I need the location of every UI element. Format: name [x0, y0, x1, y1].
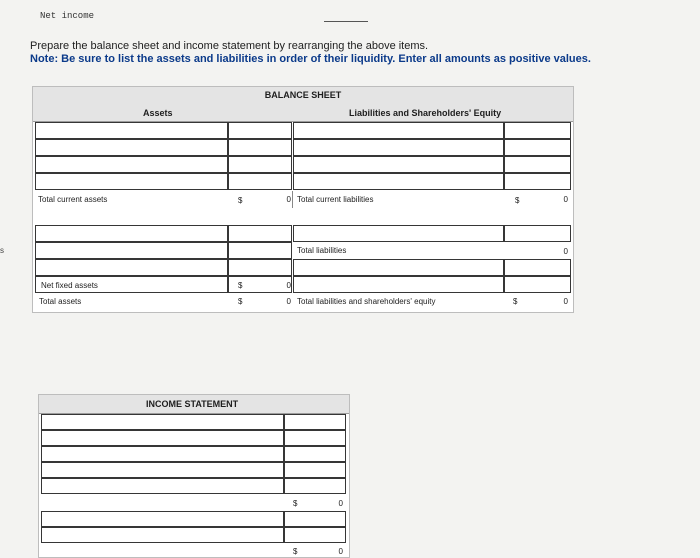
- assets-header: Assets: [143, 108, 173, 118]
- long-term-liability-name-input[interactable]: [293, 225, 504, 242]
- total-current-liabilities-value: 0: [563, 195, 568, 204]
- net-fixed-assets-value: 0: [279, 281, 291, 290]
- net-income-label: Net income: [40, 11, 95, 21]
- asset-amount-input-4[interactable]: [228, 173, 292, 190]
- fixed-asset-amount-input-1[interactable]: [228, 225, 292, 242]
- total-assets-currency: $: [238, 297, 243, 306]
- liability-name-input-4[interactable]: [293, 173, 504, 190]
- total-current-liabilities-currency: $: [515, 196, 520, 205]
- total-liabilities-equity-value: 0: [563, 297, 568, 306]
- equity-name-input-1[interactable]: [293, 259, 504, 276]
- fixed-asset-amount-input-2[interactable]: [228, 242, 292, 259]
- total-liabilities-value: 0: [563, 247, 568, 256]
- income-item-name-input-6[interactable]: [41, 511, 284, 527]
- income-item-amount-input-5[interactable]: [284, 478, 346, 494]
- asset-amount-input-1[interactable]: [228, 122, 292, 139]
- instructions: [30, 40, 680, 66]
- asset-amount-input-3[interactable]: [228, 156, 292, 173]
- net-income-line: [324, 21, 368, 22]
- instruction-text: Prepare the balance sheet and income statement by rearranging the above items.: [30, 40, 429, 52]
- liabilities-equity-header: Liabilities and Shareholders' Equity: [349, 108, 502, 118]
- equity-name-input-2[interactable]: [293, 276, 504, 293]
- total-assets-value: 0: [286, 297, 291, 306]
- income-item-name-input-1[interactable]: [41, 414, 284, 430]
- total-assets-label: Total assets: [39, 297, 82, 306]
- asset-name-input-1[interactable]: [35, 122, 228, 139]
- asset-name-input-3[interactable]: [35, 156, 228, 173]
- income-item-amount-input-1[interactable]: [284, 414, 346, 430]
- net-fixed-assets-currency: $: [238, 281, 243, 290]
- liability-amount-input-2[interactable]: [504, 139, 571, 156]
- fixed-asset-name-input-2[interactable]: [35, 242, 228, 259]
- total-row-divider: [292, 191, 293, 208]
- asset-amount-input-2[interactable]: [228, 139, 292, 156]
- income-item-name-input-2[interactable]: [41, 430, 284, 446]
- income-item-amount-input-7[interactable]: [284, 527, 346, 543]
- income-item-amount-input-2[interactable]: [284, 430, 346, 446]
- income-item-name-input-3[interactable]: [41, 446, 284, 462]
- total-current-assets-currency: $: [238, 196, 243, 205]
- income-item-name-input-4[interactable]: [41, 462, 284, 478]
- side-mark: s: [0, 246, 4, 255]
- balance-sheet-header: [33, 87, 573, 122]
- income-item-amount-input-3[interactable]: [284, 446, 346, 462]
- instruction-note: Note: Be sure to list the assets and liabilities in order of their liquidity. Enter all amounts as positive values.: [30, 53, 591, 65]
- total-liabilities-equity-label: Total liabilities and shareholders' equity: [297, 297, 436, 306]
- total-liabilities-equity-currency: $: [513, 297, 518, 306]
- liability-name-input-2[interactable]: [293, 139, 504, 156]
- liability-name-input-1[interactable]: [293, 122, 504, 139]
- income-statement: [38, 394, 350, 558]
- asset-name-input-2[interactable]: [35, 139, 228, 156]
- income-subtotal-value: 0: [338, 499, 343, 508]
- income-item-amount-input-4[interactable]: [284, 462, 346, 478]
- fixed-asset-name-input-3[interactable]: [35, 259, 228, 276]
- balance-sheet-title: BALANCE SHEET: [264, 90, 342, 100]
- balance-sheet: [32, 86, 574, 313]
- long-term-liability-amount-input[interactable]: [504, 225, 571, 242]
- income-bottom-currency: $: [293, 547, 298, 556]
- income-statement-title: INCOME STATEMENT: [146, 399, 239, 409]
- income-subtotal-currency: $: [293, 499, 298, 508]
- equity-amount-input-1[interactable]: [504, 259, 571, 276]
- liability-amount-input-4[interactable]: [504, 173, 571, 190]
- fixed-asset-name-input-1[interactable]: [35, 225, 228, 242]
- fixed-asset-amount-input-3[interactable]: [228, 259, 292, 276]
- liability-amount-input-3[interactable]: [504, 156, 571, 173]
- total-liabilities-label: Total liabilities: [297, 246, 347, 255]
- income-statement-header: [39, 395, 349, 414]
- total-current-liabilities-label: Total current liabilities: [297, 195, 374, 204]
- income-item-amount-input-6[interactable]: [284, 511, 346, 527]
- total-current-assets-value: 0: [286, 195, 291, 204]
- liability-name-input-3[interactable]: [293, 156, 504, 173]
- income-bottom-value: 0: [338, 547, 343, 556]
- income-item-name-input-7[interactable]: [41, 527, 284, 543]
- income-item-name-input-5[interactable]: [41, 478, 284, 494]
- liability-amount-input-1[interactable]: [504, 122, 571, 139]
- asset-name-input-4[interactable]: [35, 173, 228, 190]
- net-fixed-assets-label: Net fixed assets: [41, 281, 98, 290]
- equity-amount-input-2[interactable]: [504, 276, 571, 293]
- total-current-assets-label: Total current assets: [38, 195, 108, 204]
